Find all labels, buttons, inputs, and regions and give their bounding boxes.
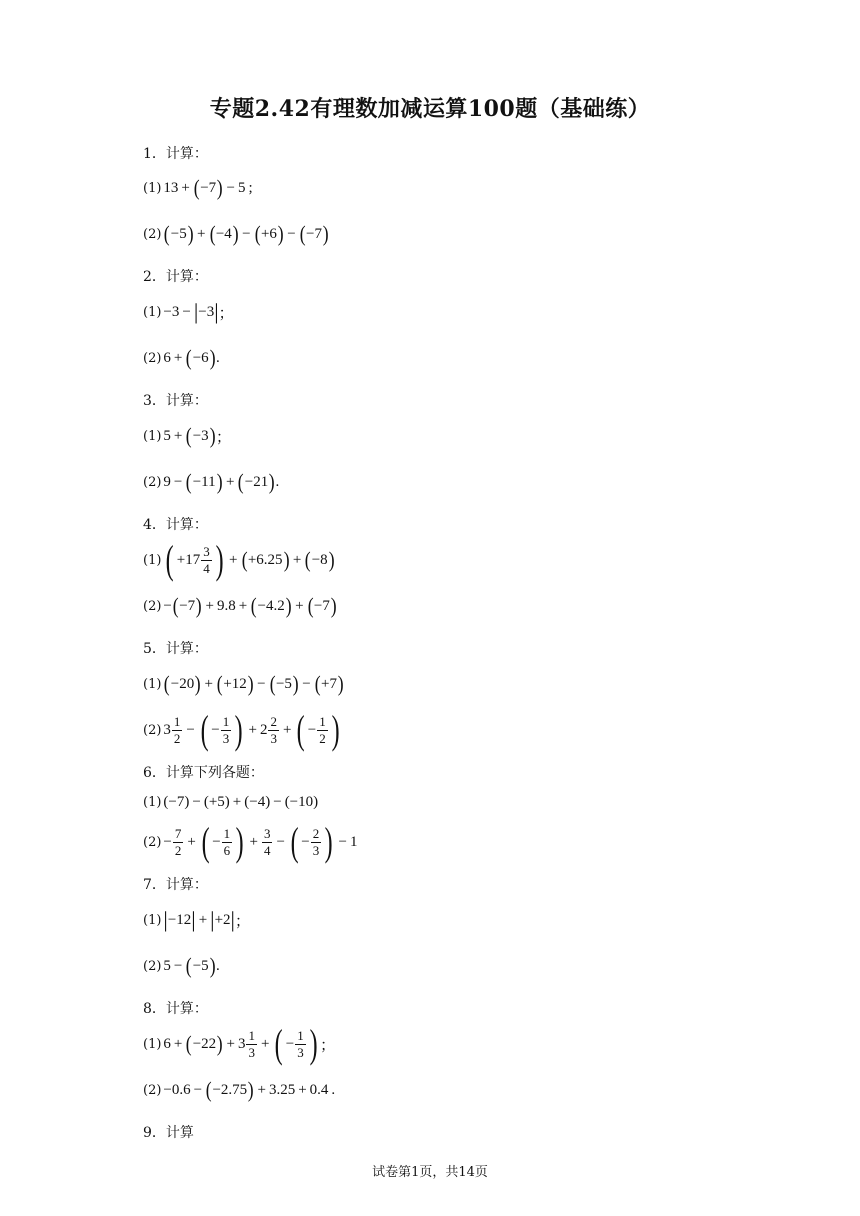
question-2-part-2: (2) 6 + ( −6 ) . xyxy=(143,345,220,370)
expression: −0.6 − ( −2.75 ) + 3.25 + 0.4 . xyxy=(163,1077,336,1102)
question-3-part-1: (1) 5 + ( −3 ) ； xyxy=(143,423,232,448)
question-4-part-1: (1) ( +17 $\frac{3}{4}$ ) + ( +6.25 ) + ( −8 ) xyxy=(143,537,335,582)
question-6-part-1: (1) (−7) − (+5) + (−4) − (−10) xyxy=(143,793,319,810)
question-7-part-2: (2) 5 − ( −5 ) . xyxy=(143,953,220,978)
expression: − ( −7 ) + 9.8 + ( −4.2 ) + ( −7 ) xyxy=(163,593,337,618)
page-footer: 试卷第1页，共14页 xyxy=(372,1165,488,1180)
question-6-label: 6．计算下列各题： xyxy=(143,765,264,781)
expression: | −12 | + | +2 | ； xyxy=(163,907,250,932)
question-5-part-2: (2) 3 $\frac{1}{2}$ − ( − $\frac{1}{3}$ ) + 2 $\frac{2}{3}$ + ( − $\frac{1}{2}$ ) xyxy=(143,708,342,752)
question-7-label: 7．计算： xyxy=(143,877,208,893)
expression: 6 + ( −6 ) . xyxy=(163,345,220,370)
question-3-label: 3．计算： xyxy=(143,393,208,409)
question-2-label: 2．计算： xyxy=(143,269,208,285)
question-4-label: 4．计算： xyxy=(143,517,208,533)
expression: ( −5 ) + ( −4 ) − ( +6 ) − ( −7 ) xyxy=(164,221,329,246)
expression: 5 − ( −5 ) . xyxy=(163,953,220,978)
expression: −3 − | −3 | ； xyxy=(163,299,234,324)
expression: 6 + ( −22 ) + 3 $\frac{1}{3}$ + ( − $\frac{1}{3}$ ) ； xyxy=(163,1021,336,1066)
question-8-part-1: (1) 6 + ( −22 ) + 3 $\frac{1}{3}$ + ( − $\frac{1}{3}$ ) ； xyxy=(143,1021,336,1066)
expression: 9 − ( −11 ) + ( −21 ) . xyxy=(163,469,280,494)
question-8-label: 8．计算： xyxy=(143,1001,208,1017)
question-9-label: 9．计算 xyxy=(143,1125,194,1141)
question-1-part-1: (1) 13 + ( −7 ) − 5 ; xyxy=(143,166,256,210)
expression: − $\frac{7}{2}$ + ( − $\frac{1}{6}$ ) + $\frac{3}{4}$ − ( − $\frac{2}{3}$ ) − 1 xyxy=(163,819,358,864)
question-4-part-2: (2) − ( −7 ) + 9.8 + ( −4.2 ) + ( −7 ) xyxy=(143,593,337,618)
expression: 5 + ( −3 ) ； xyxy=(163,423,232,448)
question-7-part-1: (1) | −12 | + | +2 | ； xyxy=(143,907,250,932)
question-2-part-1: (1) −3 − | −3 | ； xyxy=(143,299,234,324)
question-6-part-2: (2) − $\frac{7}{2}$ + ( − $\frac{1}{6}$ ) + $\frac{3}{4}$ − ( − $\frac{2}{3}$ ) − 1 xyxy=(143,819,358,864)
question-5-part-1: (1) ( −20 ) + ( +12 ) − ( −5 ) − ( +7 ) xyxy=(143,671,344,696)
expression: 3 $\frac{1}{2}$ − ( − $\frac{1}{3}$ ) + 2 $\frac{2}{3}$ + ( − $\frac{1}{2}$ ) xyxy=(163,707,340,752)
question-8-part-2: (2) −0.6 − ( −2.75 ) + 3.25 + 0.4 . xyxy=(143,1068,338,1112)
expression: ( +17 $\frac{3}{4}$ ) + ( +6.25 ) + ( −8 ) xyxy=(166,537,335,582)
question-1-part-2: (2) ( −5 ) + ( −4 ) − ( +6 ) − ( −7 ) xyxy=(143,221,329,246)
expression: ( −20 ) + ( +12 ) − ( −5 ) − ( +7 ) xyxy=(164,671,344,696)
expression: 13 + ( −7 ) − 5 ; xyxy=(163,175,253,200)
question-5-label: 5．计算： xyxy=(143,641,208,657)
page-title: 专题2.42有理数加减运算100题（基础练） xyxy=(209,96,651,122)
expression: (−7) − (+5) + (−4) − (−10) xyxy=(163,793,319,810)
question-1-label: 1．计算： xyxy=(143,146,208,162)
question-3-part-2: (2) 9 − ( −11 ) + ( −21 ) . xyxy=(143,469,280,494)
